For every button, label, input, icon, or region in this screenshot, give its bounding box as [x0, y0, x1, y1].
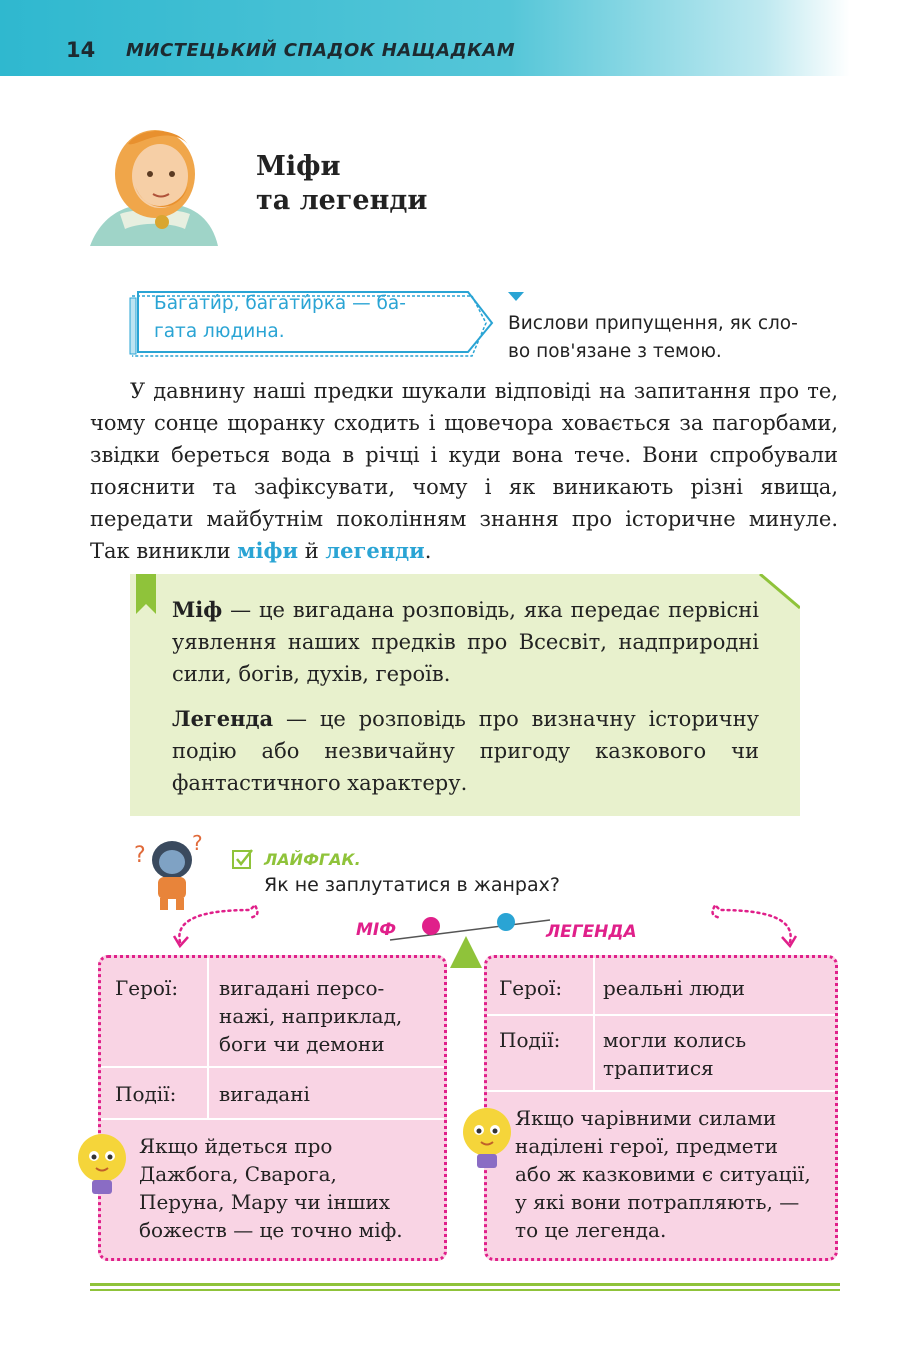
legend-heroes-label: Герої:	[499, 976, 563, 1000]
svg-text:?: ?	[192, 832, 203, 855]
legend-note-line: або ж казковими є ситуації,	[515, 1162, 811, 1186]
myth-events-label: Події:	[115, 1082, 177, 1106]
myth-divider	[207, 958, 209, 1118]
legend-definition	[172, 703, 759, 799]
myth-events-value: вигадані	[219, 1082, 310, 1106]
intro-paragraph	[90, 375, 838, 567]
definition-text	[172, 594, 759, 812]
myth-term: Міф	[172, 597, 223, 622]
task-line1: Вислови припущення, як сло-	[508, 313, 798, 334]
vocab-line2: гата людина.	[154, 321, 285, 342]
legend-divider	[593, 958, 595, 1090]
myth-note-line: божеств — це точно міф.	[139, 1218, 403, 1242]
lifehack-question: Як не заплутатися в жанрах?	[264, 874, 560, 896]
header-bar	[0, 0, 850, 76]
paragraph-end: .	[424, 539, 432, 563]
myth-note-line: Якщо йдеться про	[139, 1134, 333, 1158]
myth-note	[139, 1132, 403, 1244]
section-title: МИСТЕЦЬКИЙ СПАДОК НАЩАДКАМ	[126, 40, 516, 61]
myth-note-line: Перуна, Мару чи інших	[139, 1190, 390, 1214]
legend-term: Легенда	[172, 706, 274, 731]
myth-heroes-value-line: боги чи демони	[219, 1032, 385, 1056]
legend-events-value-line: трапитися	[603, 1056, 714, 1080]
myth-heroes-label: Герої:	[115, 976, 179, 1000]
legend-heroes-value: реальні люди	[603, 976, 746, 1000]
legend-card	[484, 955, 838, 1261]
myth-note-line: Дажбога, Сварога,	[139, 1162, 337, 1186]
term-myths: міфи	[237, 538, 299, 563]
myth-heroes-value	[219, 974, 402, 1058]
footer-divider	[90, 1283, 840, 1286]
legend-note-line: у які вони потрапляють, —	[515, 1190, 800, 1214]
term-legends: легенди	[325, 538, 425, 563]
myth-tag: МІФ	[356, 920, 397, 940]
lightbulb-character-icon	[459, 1106, 515, 1172]
myth-definition-text: — це вигадана розповідь, яка передає первісні уявлення наших предків про Всесвіт, надприродні сили, богів, духів, героїв.	[172, 598, 759, 686]
legend-events-value-line: могли колись	[603, 1028, 747, 1052]
myth-heroes-value-line: нажі, наприклад,	[219, 1004, 403, 1028]
myth-definition	[172, 594, 759, 690]
lightbulb-character-icon	[74, 1132, 130, 1198]
vocab-line1: Багати́р, багати́рка — ба-	[154, 293, 406, 314]
footer-divider-secondary	[90, 1289, 840, 1291]
myth-heroes-value-line: вигадані персо-	[219, 976, 385, 1000]
page-number: 14	[66, 38, 96, 62]
legend-definition-text: — це розповідь про визначну історичну подію або незвичайну пригоду казкового чи фантастичного характеру.	[172, 707, 759, 795]
lesson-title	[256, 150, 427, 218]
triangle-marker-icon	[508, 292, 524, 302]
lesson-title-line2: та легенди	[256, 185, 428, 216]
legend-events-label: Події:	[499, 1028, 561, 1052]
legend-note-line: Якщо чарівними силами	[515, 1106, 777, 1130]
legend-note	[515, 1104, 811, 1244]
task-text	[508, 310, 848, 366]
myth-card	[98, 955, 447, 1261]
svg-text:?: ?	[134, 843, 146, 868]
legend-events-value	[603, 1026, 746, 1082]
legend-tag: ЛЕГЕНДА	[546, 922, 637, 942]
bard-portrait-icon	[90, 124, 220, 246]
lesson-title-line1: Міфи	[256, 151, 341, 182]
checkbox-icon	[232, 848, 254, 870]
lifehack-label: ЛАЙФГАК.	[264, 850, 361, 869]
legend-note-line: то це легенда.	[515, 1218, 667, 1242]
legend-note-line: наділені герої, предмети	[515, 1134, 778, 1158]
paragraph-joiner: й	[298, 539, 326, 563]
vocab-text	[154, 290, 444, 346]
task-line2: во пов'язане з темою.	[508, 341, 722, 362]
paragraph-text: У давнину наші предки шукали відповіді на запитання про те, чому сонце щоранку сходить і щовечора ховається за пагорбами, звідки береться вода в річці і куди вона тече. Вони спробували пояснити та зафіксувати, чому і як виникають різні явища, передати майбутнім поколінням знання про історичне минуле. Так виникли	[90, 379, 838, 563]
